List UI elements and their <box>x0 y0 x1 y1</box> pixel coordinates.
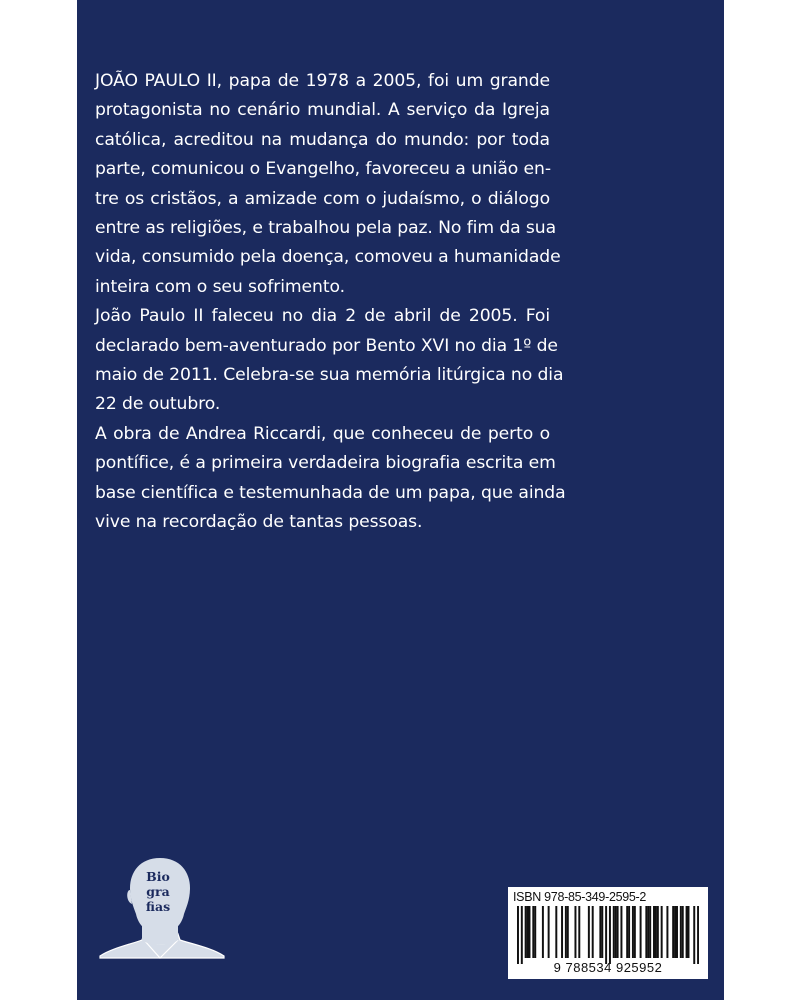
barcode-bar <box>527 906 529 958</box>
barcode-bar <box>548 906 550 958</box>
barcode-bar <box>645 906 647 958</box>
barcode-bar <box>697 906 699 964</box>
barcode-bar <box>653 906 655 958</box>
logo-word-line: fias <box>145 899 171 914</box>
barcode-bar <box>686 906 688 958</box>
blurb-line: João Paulo II faleceu no dia 2 de abril de 2005. Foi <box>95 306 550 327</box>
logo-word-line: gra <box>146 884 170 899</box>
barcode-bar <box>599 906 601 958</box>
barcode-bar <box>521 906 523 964</box>
blurb-line: vive na recordação de tantas pessoas. <box>95 512 423 533</box>
blurb-paragraph-3 <box>95 420 566 538</box>
barcode-bar <box>632 906 634 958</box>
barcode-bar <box>592 906 594 958</box>
barcode-bar <box>613 906 615 958</box>
blurb-line: parte, comunicou o Evangelho, favoreceu a união en- <box>95 159 551 180</box>
blurb-line: católica, acreditou na mudança do mundo: por toda <box>95 129 550 150</box>
barcode-bars <box>517 906 699 964</box>
barcode-bar <box>649 906 651 958</box>
barcode-bar <box>661 906 663 958</box>
blurb-line: declarado bem-aventurado por Bento XVI no dia 1º de <box>95 335 558 356</box>
barcode-bar <box>609 906 611 964</box>
blurb-line: tre os cristãos, a amizade com o judaísmo, o diálogo <box>95 188 550 209</box>
barcode-bar <box>517 906 519 964</box>
blurb-line: entre as religiões, e trabalhou pela paz. No fim da sua <box>95 218 557 239</box>
barcode-bar <box>588 906 590 958</box>
ean-digits: 9 788534 925952 <box>553 960 663 975</box>
barcode-bar <box>542 906 544 958</box>
barcode-bar <box>555 906 557 958</box>
barcode-bar <box>647 906 649 958</box>
logo-word-line: Bio <box>146 869 170 884</box>
barcode-bar <box>657 906 659 958</box>
blurb-line: JOÃO PAULO II, papa de 1978 a 2005, foi um grande <box>95 71 550 91</box>
barcode-bar <box>567 906 569 958</box>
blurb-line: vida, consumido pela doença, comoveu a humanidade <box>95 247 561 268</box>
barcode-bar <box>617 906 619 958</box>
isbn-label: ISBN 978-85-349-2595-2 <box>513 890 647 904</box>
blurb-line: A obra de Andrea Riccardi, que conheceu de perto o <box>95 423 550 444</box>
barcode-bar <box>565 906 567 958</box>
blurb-line: inteira com o seu sofrimento. <box>95 276 345 297</box>
barcode-bar <box>528 906 530 958</box>
barcode-bar <box>605 906 607 964</box>
blurb-line: maio de 2011. Celebra-se sua memória litúrgica no dia <box>95 365 564 386</box>
blurb-line: base científica e testemunhada de um papa, que ainda <box>95 482 566 503</box>
barcode-bar <box>620 906 622 958</box>
barcode-bar <box>561 906 563 958</box>
barcode-bar <box>666 906 668 958</box>
blurb-paragraph-2 <box>95 302 564 420</box>
blurb-line: protagonista no cenário mundial. A serviço da Igreja <box>95 100 550 121</box>
biografias-series-logo <box>98 856 228 986</box>
barcode-bar <box>574 906 576 958</box>
back-cover-blurb <box>95 67 566 538</box>
barcode-bar <box>640 906 642 958</box>
barcode-bar <box>626 906 628 958</box>
barcode-bar <box>672 906 674 958</box>
barcode-bar <box>601 906 603 958</box>
barcode-bar <box>655 906 657 958</box>
barcode-bar <box>680 906 682 958</box>
barcode-bar <box>688 906 690 958</box>
barcode-bar <box>676 906 678 958</box>
blurb-line: 22 de outubro. <box>95 394 221 415</box>
blurb-line: pontífice, é a primeira verdadeira biografia escrita em <box>95 453 556 474</box>
barcode-bar <box>682 906 684 958</box>
barcode-bar <box>615 906 617 958</box>
barcode-bar <box>628 906 630 958</box>
barcode-bar <box>525 906 527 958</box>
barcode-bar <box>634 906 636 958</box>
barcode-bar <box>532 906 534 958</box>
barcode-bar <box>693 906 695 964</box>
barcode-bar <box>674 906 676 958</box>
blurb-paragraph-1 <box>95 67 561 302</box>
isbn-barcode <box>508 887 708 979</box>
barcode-bar <box>578 906 580 958</box>
barcode-bar <box>534 906 536 958</box>
